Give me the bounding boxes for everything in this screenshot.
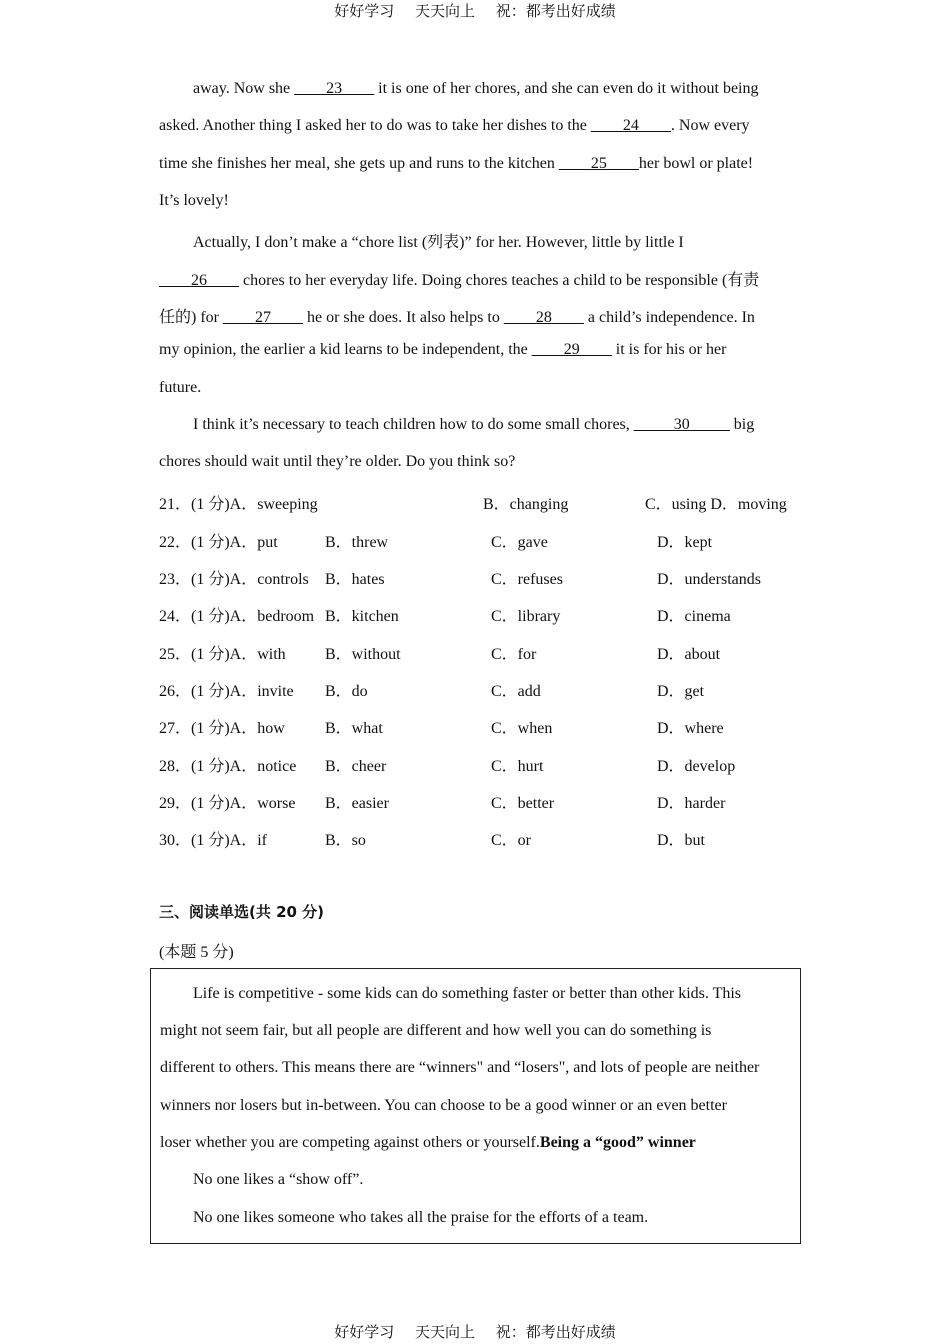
option-d: D．kept	[657, 534, 713, 551]
blank-27: ____27____	[223, 309, 303, 326]
option-d: D．cinema	[657, 608, 731, 625]
text: he or she does. It also helps to	[303, 309, 504, 326]
question-number-option-a: 29．(1 分)A．worse	[159, 795, 296, 812]
option-b: B．threw	[325, 534, 389, 551]
option-b: B．cheer	[325, 758, 387, 775]
option-d: D．about	[657, 646, 721, 663]
option-b: B．kitchen	[325, 608, 399, 625]
blank-29: ____29____	[531, 341, 612, 358]
header-text-3: 祝：都考出好成绩	[495, 2, 616, 20]
question-number-option-a: 21．(1 分)A．sweeping	[159, 496, 318, 513]
passage-line	[193, 416, 754, 434]
text: it is one of her chores, and she can even do it without being	[374, 80, 759, 97]
question-number-option-a: 28．(1 分)A．notice	[159, 758, 297, 775]
text: it is for his or her	[611, 341, 727, 358]
text: asked. Another thing I asked her to do was to take her dishes to the	[159, 117, 591, 134]
question-number-option-a: 22．(1 分)A．put	[159, 534, 278, 551]
passage-line: future.	[159, 379, 202, 396]
passage-line	[159, 155, 753, 173]
passage-line: Actually, I don’t make a “chore list (列表)” for her. However, little by little I	[193, 234, 684, 251]
blank-30: _____30_____	[633, 416, 730, 433]
text: time she finishes her meal, she gets up and runs to the kitchen	[159, 155, 559, 172]
passage-line	[159, 304, 755, 327]
text: big	[729, 416, 755, 433]
question-27	[159, 715, 809, 737]
reading-passage-box	[150, 968, 801, 1244]
passage-line	[193, 80, 759, 98]
option-c: C．when	[491, 720, 553, 737]
option-c: C．library	[491, 608, 561, 625]
reading-line: different to others. This means there are “winners" and “losers", and lots of people are neither	[160, 1059, 760, 1076]
option-d: D．but	[657, 832, 706, 849]
blank-23: ____23____	[294, 80, 375, 97]
passage-line: It’s lovely!	[159, 192, 229, 209]
question-28	[159, 753, 809, 775]
passage-line: chores should wait until they’re older. Do you think so?	[159, 453, 516, 470]
reading-line	[160, 1134, 696, 1152]
option-b: B．easier	[325, 795, 389, 812]
reading-line: might not seem fair, but all people are different and how well you can do something is	[160, 1022, 712, 1039]
option-d: D．understands	[657, 571, 761, 588]
option-b: B．what	[325, 720, 383, 737]
option-b: B．changing	[483, 496, 569, 513]
text: her bowl or plate!	[638, 155, 754, 172]
question-number-option-a: 30．(1 分)A．if	[159, 832, 267, 849]
footer-text-3: 祝：都考出好成绩	[495, 1323, 616, 1341]
question-26	[159, 678, 809, 700]
question-21	[159, 491, 809, 513]
header-text-1: 好好学习	[334, 2, 395, 20]
question-29	[159, 790, 809, 812]
question-number-option-a: 23．(1 分)A．controls	[159, 571, 309, 588]
question-25	[159, 641, 809, 663]
option-c: C．add	[491, 683, 541, 700]
reading-line: No one likes someone who takes all the praise for the efforts of a team.	[193, 1209, 649, 1226]
text: a child’s independence. In	[583, 309, 755, 326]
reading-line: winners nor losers but in-between. You can choose to be a good winner or an even better	[160, 1097, 727, 1114]
option-b: B．so	[325, 832, 366, 849]
section-note: (本题 5 分)	[159, 944, 234, 961]
text: loser whether you are competing against others or yourself.	[160, 1134, 540, 1151]
option-c: C．for	[491, 646, 537, 663]
blank-24: ____24____	[590, 117, 671, 134]
option-d: D．harder	[657, 795, 726, 812]
option-d: D．where	[657, 720, 724, 737]
blank-26: ____26____	[159, 272, 239, 289]
reading-line: Life is competitive - some kids can do something faster or better than other kids. This	[193, 985, 742, 1002]
passage-line	[159, 267, 759, 290]
option-c: C．gave	[491, 534, 548, 551]
option-c: C．better	[491, 795, 555, 812]
question-23	[159, 566, 809, 588]
page-footer	[0, 1321, 950, 1342]
question-number-option-a: 24．(1 分)A．bedroom	[159, 608, 315, 625]
blank-25: ____25____	[558, 155, 639, 172]
option-c: C．refuses	[491, 571, 563, 588]
text: chores to her everyday life. Doing chores teaches a child to be responsible (有责	[239, 272, 760, 289]
option-d: D．develop	[657, 758, 736, 775]
text: I think it’s necessary to teach children how to do some small chores,	[193, 416, 634, 433]
question-number-option-a: 27．(1 分)A．how	[159, 720, 285, 737]
text: 任的) for	[159, 309, 223, 326]
header-text-2: 天天向上	[414, 2, 475, 20]
text: my opinion, the earlier a kid learns to be independent, the	[159, 341, 532, 358]
text: away. Now she	[193, 80, 295, 97]
question-30	[159, 827, 809, 849]
reading-line: No one likes a “show off”.	[193, 1171, 364, 1188]
section-title: 三、阅读单选(共 20 分)	[159, 903, 325, 921]
blank-28: ____28____	[503, 309, 584, 326]
question-24	[159, 603, 809, 625]
subheading: Being a “good” winner	[539, 1134, 696, 1151]
text: . Now every	[670, 117, 750, 134]
option-b: B．hates	[325, 571, 385, 588]
question-number-option-a: 25．(1 分)A．with	[159, 646, 286, 663]
option-d: D．get	[657, 683, 705, 700]
option-c: C．or	[491, 832, 532, 849]
option-c: C．hurt	[491, 758, 544, 775]
question-22	[159, 529, 809, 551]
passage-line	[159, 117, 750, 135]
option-b: B．without	[325, 646, 401, 663]
option-c-d: C．using D．moving	[645, 496, 787, 513]
footer-text-1: 好好学习	[334, 1323, 395, 1341]
option-b: B．do	[325, 683, 368, 700]
question-number-option-a: 26．(1 分)A．invite	[159, 683, 294, 700]
passage-line	[159, 341, 726, 359]
footer-text-2: 天天向上	[414, 1323, 475, 1341]
page-header	[0, 0, 950, 21]
